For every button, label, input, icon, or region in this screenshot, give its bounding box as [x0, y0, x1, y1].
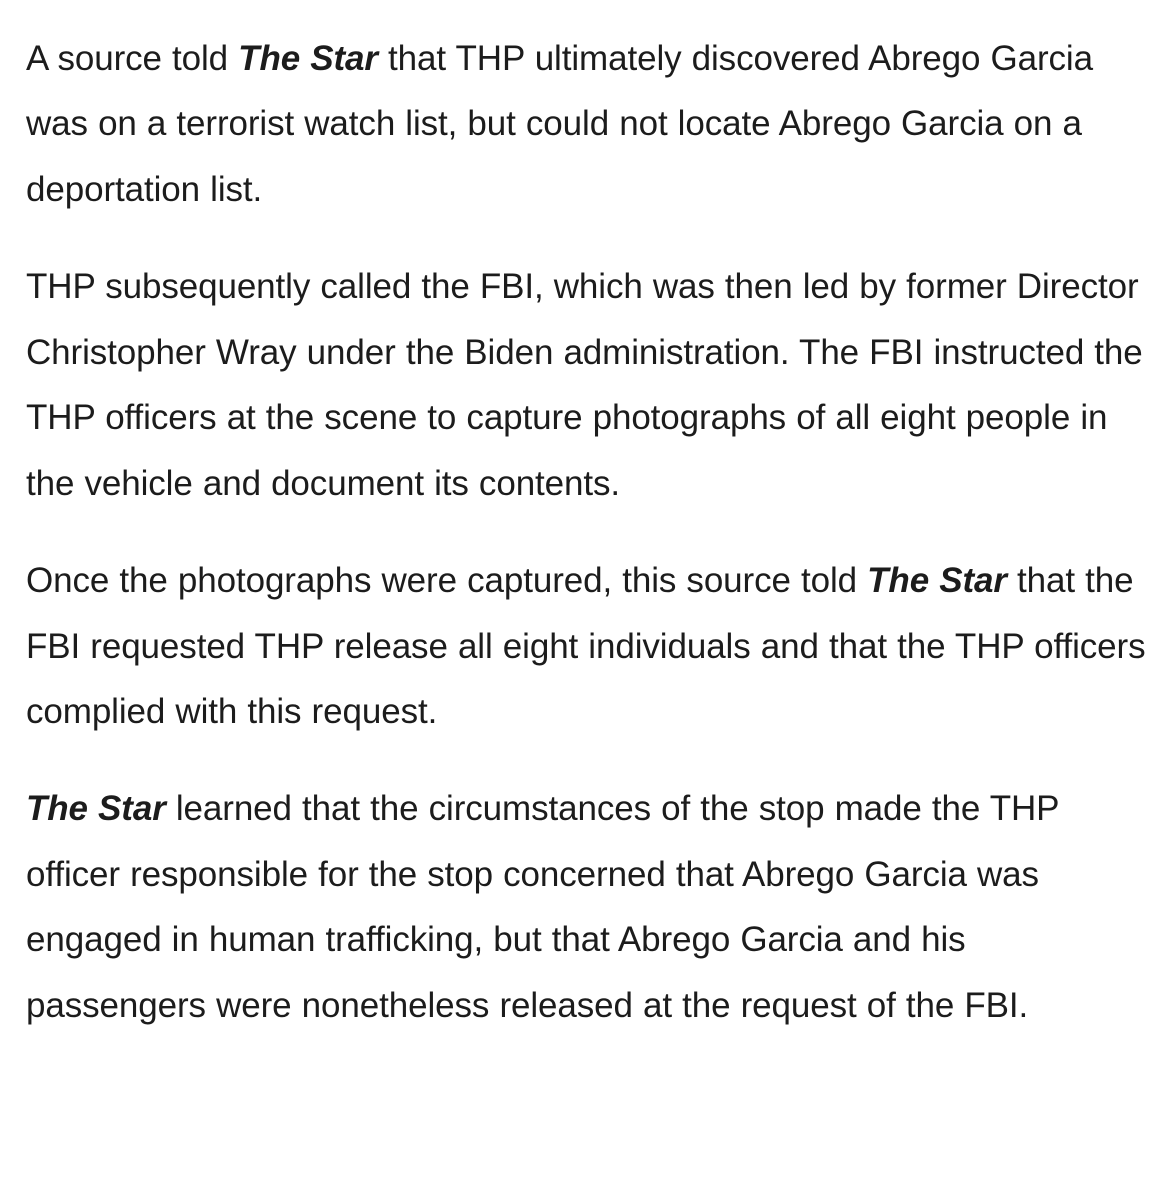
paragraph: THP subsequently called the FBI, which was then led by former Director Christopher Wray under the Biden administration. The FBI instructed the THP officers at the scene to capture photographs of all eight people in the vehicle and document its contents.	[26, 267, 1143, 503]
publication-name: The Star	[26, 789, 166, 829]
paragraph: Once the photographs were captured, this source told The Star that the FBI requested THP release all eight individuals and that the THP officers complied with this request.	[26, 561, 1146, 731]
paragraph: The Star learned that the circumstances of the stop made the THP officer responsible for the stop concerned that Abrego Garcia was engaged in human trafficking, but that Abrego Garcia and his passengers were nonetheless released at the request of the FBI.	[26, 789, 1059, 1025]
paragraph: A source told The Star that THP ultimately discovered Abrego Garcia was on a terrorist watch list, but could not locate Abrego Garcia on a deportation list.	[26, 39, 1093, 209]
publication-name: The Star	[238, 39, 378, 78]
publication-name: The Star	[867, 561, 1007, 601]
